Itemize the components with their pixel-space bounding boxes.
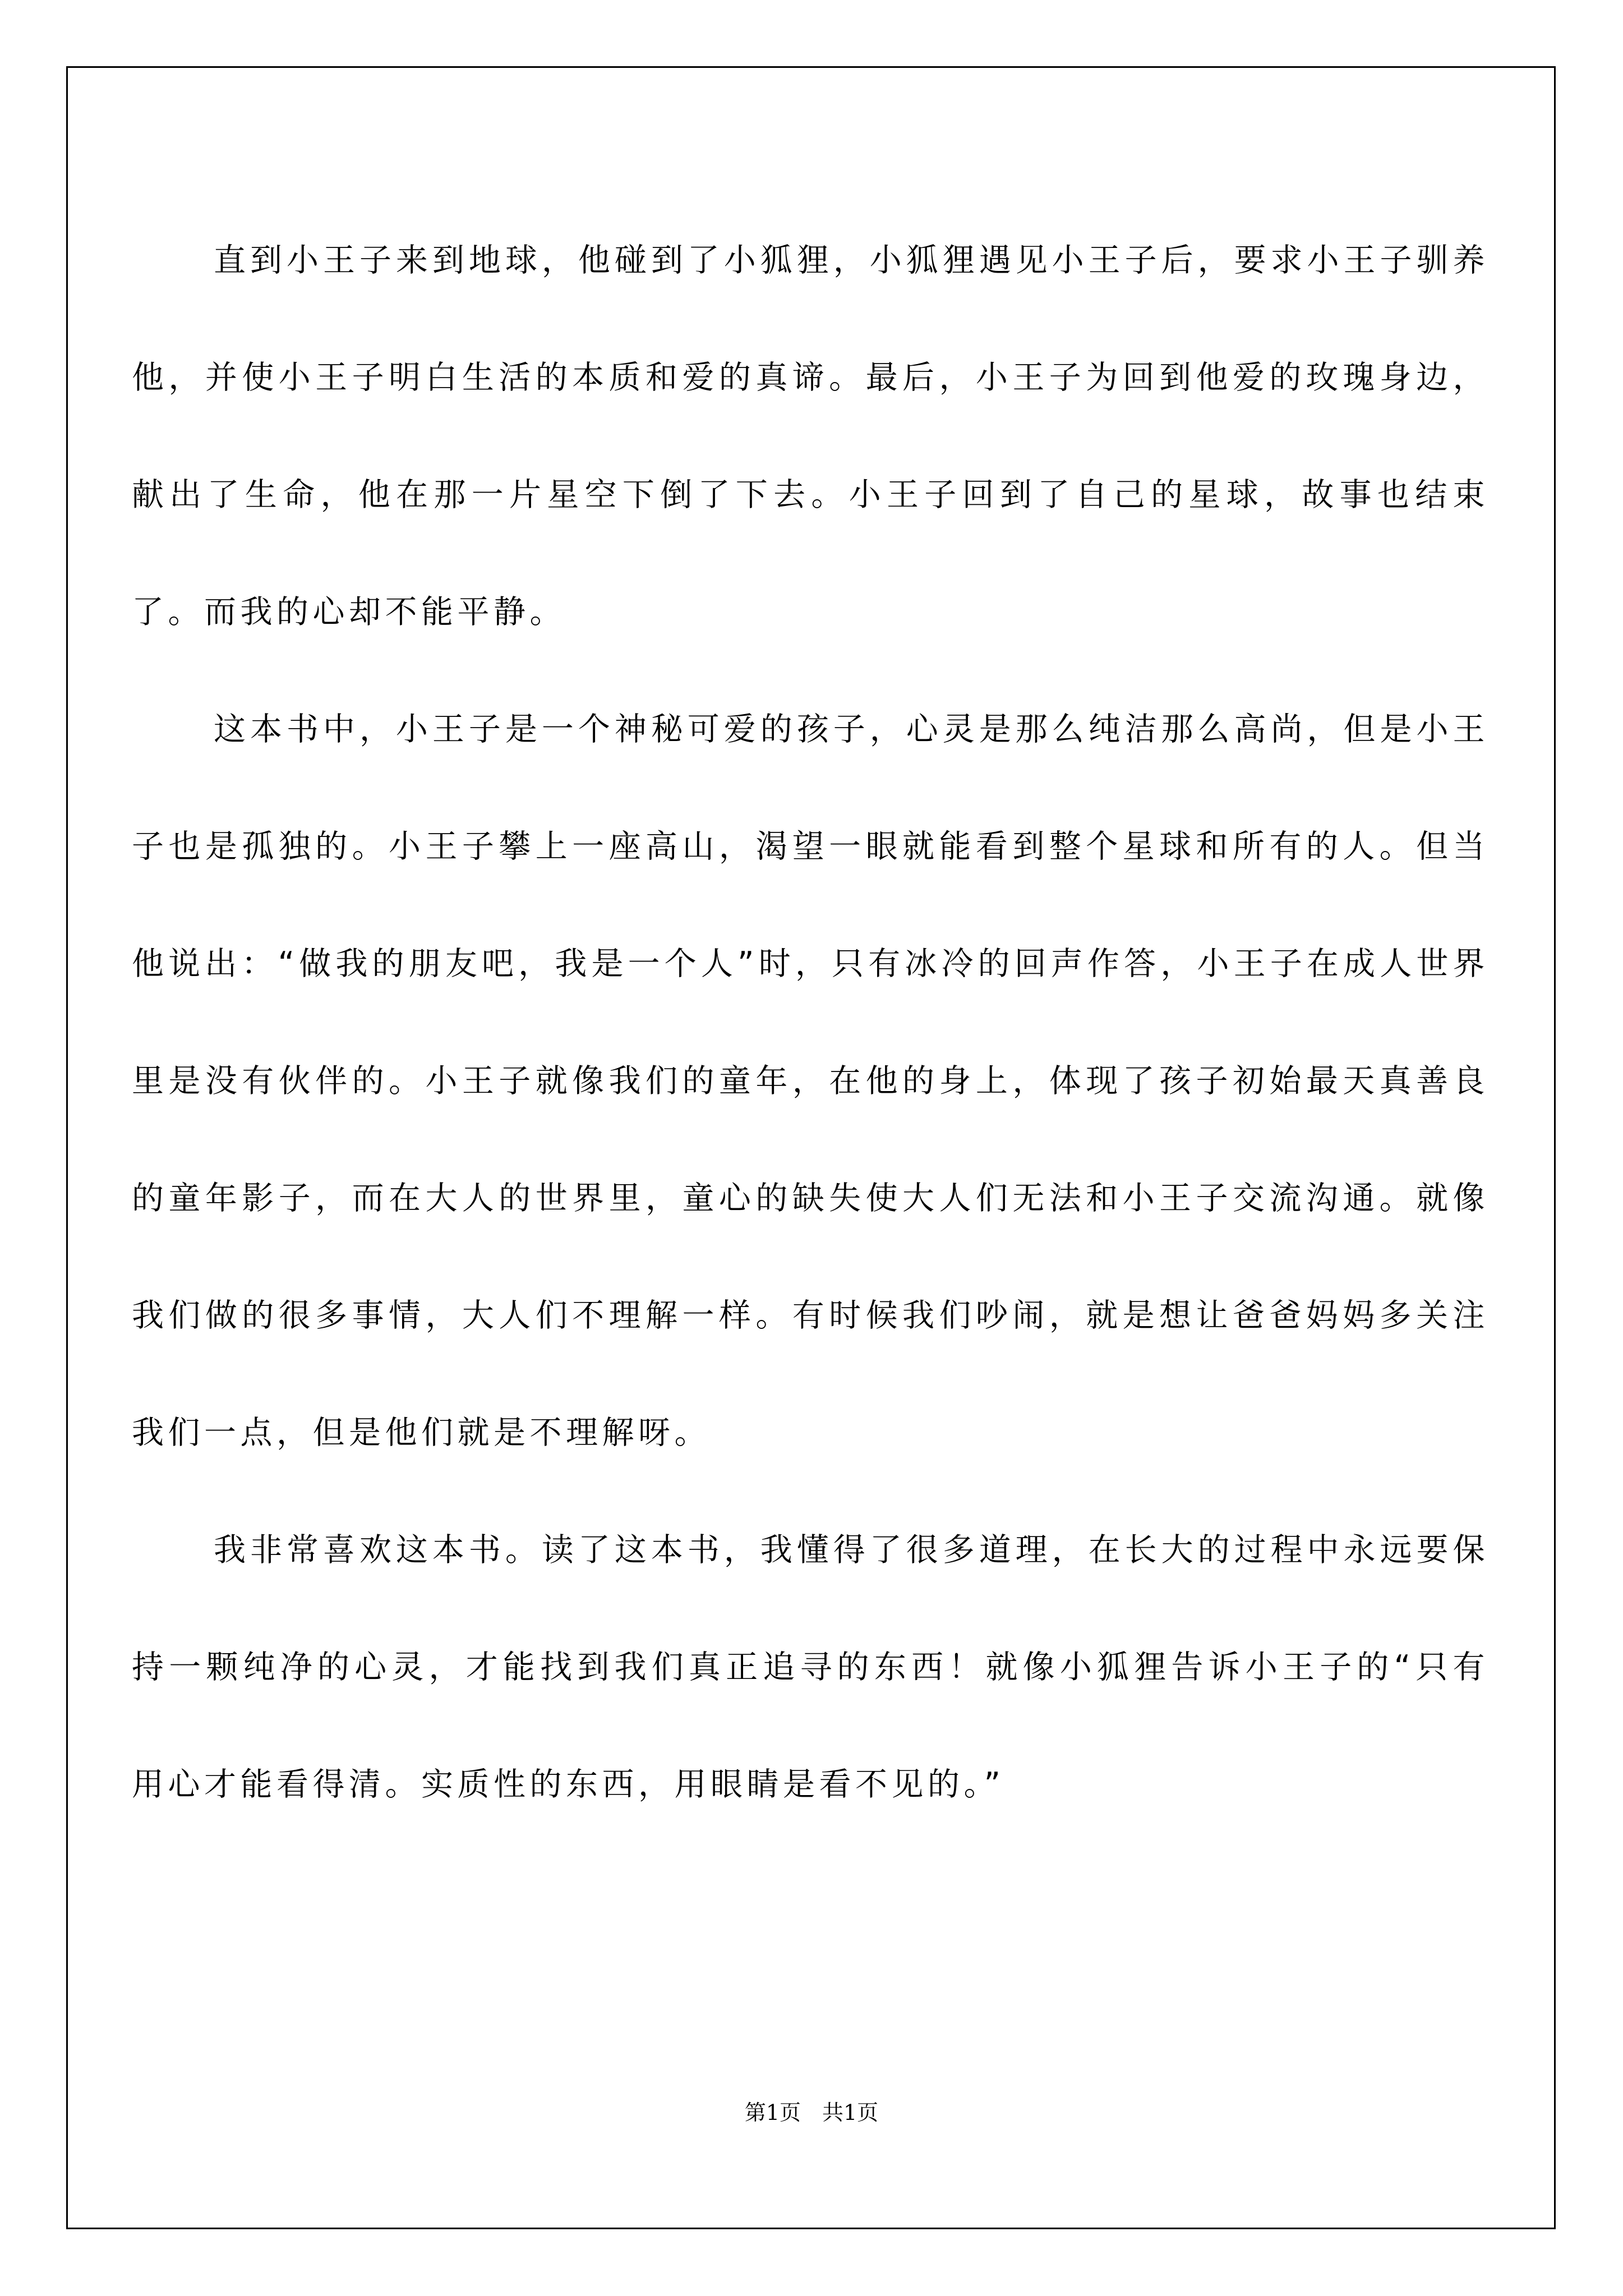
paragraph: 我非常喜欢这本书。读了这本书，我懂得了很多道理，在长大的过程中永远要保持一颗纯净的心灵，才能找到我们真正追寻的东西！就像小狐狸告诉小王子的“只有用心才能看得清。实质性的东西，用眼睛是看不见的。” (132, 1531, 1489, 1803)
paragraph: 直到小王子来到地球，他碰到了小狐狸，小狐狸遇见小王子后，要求小王子驯养他，并使小王子明白生活的本质和爱的真谛。最后，小王子为回到他爱的玫瑰身边，献出了生命，他在那一片星空下倒了下去。小王子回到了自己的星球，故事也结束了。而我的心却不能平静。 (132, 242, 1489, 631)
document-body (132, 202, 1489, 1843)
page-footer: 第1页 共1页 (744, 2100, 879, 2125)
paragraph: 这本书中，小王子是一个神秘可爱的孩子，心灵是那么纯洁那么高尚，但是小王子也是孤独的。小王子攀上一座高山，渴望一眼就能看到整个星球和所有的人。但当他说出：“做我的朋友吧，我是一个人”时，只有冰冷的回声作答，小王子在成人世界里是没有伙伴的。小王子就像我们的童年，在他的身上，体现了孩子初始最天真善良的童年影子，而在大人的世界里，童心的缺失使大人们无法和小王子交流沟通。就像我们做的很多事情，大人们不理解一样。有时候我们吵闹，就是想让爸爸妈妈多关注我们一点，但是他们就是不理解呀。 (132, 711, 1489, 1451)
